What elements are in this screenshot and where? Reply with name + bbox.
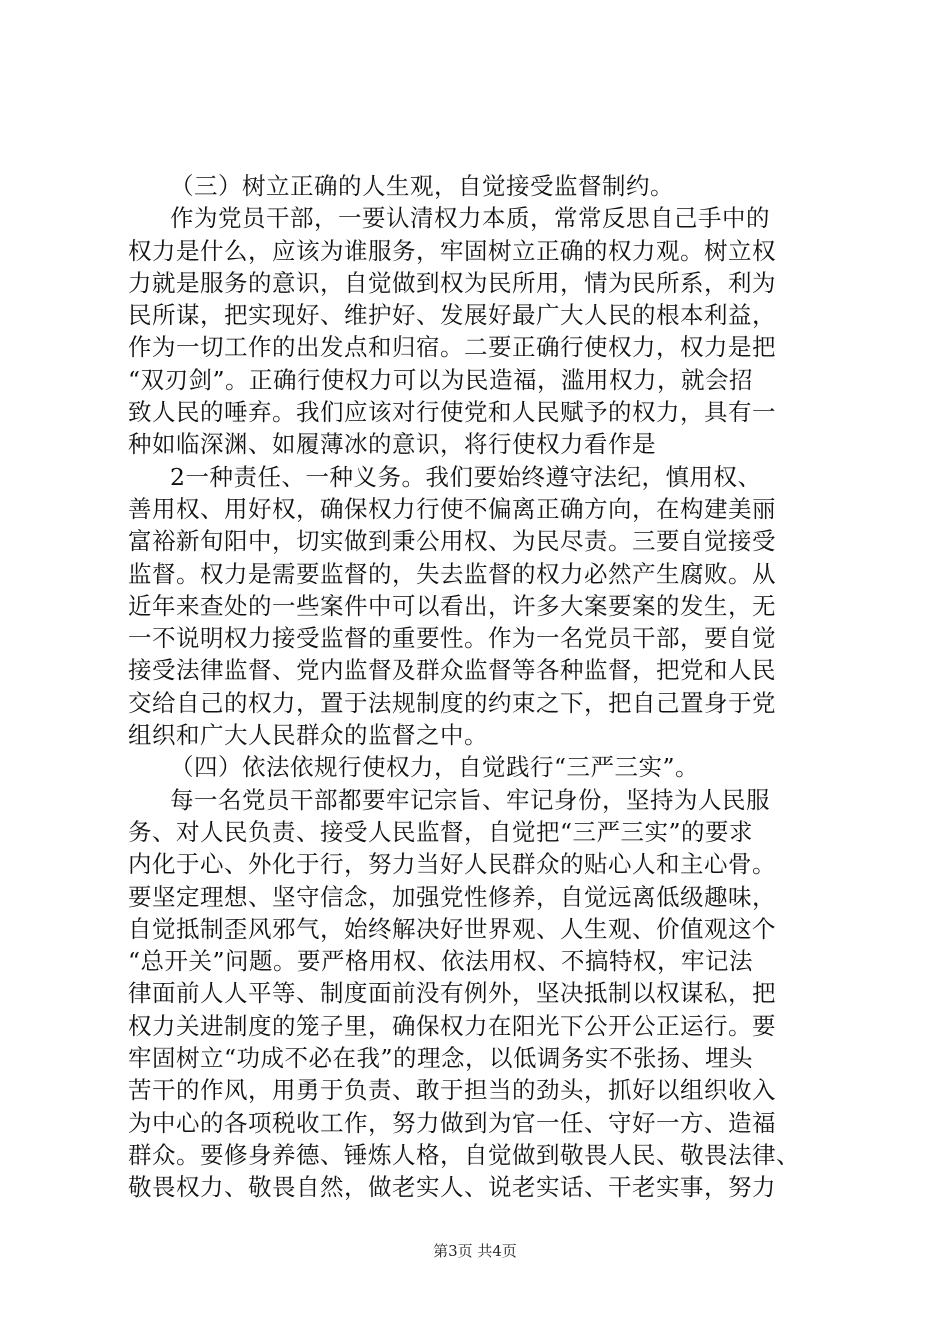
paragraph-line: 监督。权力是需要监督的，失去监督的权力必然产生腐败。从 [128, 559, 776, 588]
paragraph-line: 务、对人民负责、接受人民监督，自觉把“三严三实”的要求 [128, 817, 754, 846]
paragraph-line: 2一种责任、一种义务。我们要始终遵守法纪，慎用权、 [170, 462, 762, 491]
paragraph-line: 权力关进制度的笼子里，确保权力在阳光下公开公正运行。要 [128, 1011, 776, 1040]
paragraph-line: 苦干的作风，用勇于负责、敢于担当的劲头，抓好以组织收入 [128, 1076, 776, 1105]
paragraph-line: 民所谋，把实现好、维护好、发展好最广大人民的根本利益， [128, 301, 776, 330]
paragraph-line: 接受法律监督、党内监督及群众监督等各种监督，把党和人民 [128, 656, 776, 685]
paragraph-line: 近年来查处的一些案件中可以看出，许多大案要案的发生，无 [128, 591, 776, 620]
paragraph-line: 每一名党员干部都要牢记宗旨、牢记身份，坚持为人民服 [170, 785, 770, 814]
paragraph-line: 作为党员干部，一要认清权力本质，常常反思自己手中的 [170, 204, 770, 233]
paragraph-line: 组织和广大人民群众的监督之中。 [128, 721, 488, 750]
paragraph-line: 富裕新旬阳中，切实做到秉公用权、为民尽责。三要自觉接受 [128, 527, 776, 556]
paragraph-line: 敬畏权力、敬畏自然，做老实人、说老实话、干老实事，努力 [128, 1173, 776, 1202]
document-body [128, 170, 828, 1204]
paragraph-line: 自觉抵制歪风邪气，始终解决好世界观、人生观、价值观这个 [128, 914, 776, 943]
paragraph-line: 权力是什么，应该为谁服务，牢固树立正确的权力观。树立权 [128, 236, 776, 265]
paragraph-line: 内化于心、外化于行，努力当好人民群众的贴心人和主心骨。 [128, 850, 776, 879]
paragraph-line: 群众。要修身养德、锤炼人格，自觉做到敬畏人民、敬畏法律、 [128, 1140, 800, 1169]
section-heading-3: （三）树立正确的人生观，自觉接受监督制约。 [170, 172, 674, 200]
paragraph-line: 善用权、用好权，确保权力行使不偏离正确方向，在构建美丽 [128, 494, 776, 523]
paragraph-line: “双刃剑”。正确行使权力可以为民造福，滥用权力，就会招 [128, 365, 754, 394]
paragraph-line: 为中心的各项税收工作，努力做到为官一任、守好一方、造福 [128, 1108, 776, 1137]
paragraph-line: 一不说明权力接受监督的重要性。作为一名党员干部，要自觉 [128, 624, 776, 653]
paragraph-line: 交给自己的权力，置于法规制度的约束之下，把自己置身于党 [128, 688, 776, 717]
paragraph-line: 力就是服务的意识，自觉做到权为民所用，情为民所系，利为 [128, 268, 776, 297]
paragraph-line: 要坚定理想、坚守信念，加强党性修养，自觉远离低级趣味， [128, 882, 776, 911]
paragraph-line: 作为一切工作的出发点和归宿。二要正确行使权力，权力是把 [128, 333, 776, 362]
page-number-footer: 第3页 共4页 [433, 1242, 517, 1260]
paragraph-line: 牢固树立“功成不必在我”的理念，以低调务实不张扬、埋头 [128, 1044, 754, 1073]
paragraph-line: 致人民的唾弃。我们应该对行使党和人民赋予的权力，具有一 [128, 398, 776, 427]
paragraph-line: 种如临深渊、如履薄冰的意识，将行使权力看作是 [128, 430, 656, 459]
paragraph-line: 律面前人人平等、制度面前没有例外，坚决抵制以权谋私，把 [128, 979, 776, 1008]
section-heading-4: （四）依法依规行使权力，自觉践行“三严三实”。 [170, 753, 700, 782]
paragraph-line: “总开关”问题。要严格用权、依法用权、不搞特权，牢记法 [128, 947, 754, 976]
